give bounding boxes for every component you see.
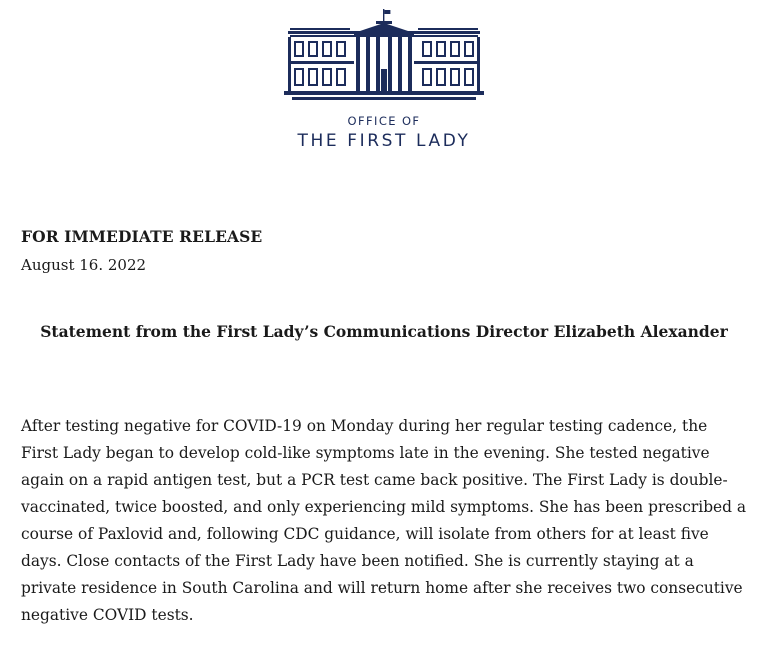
release-label: FOR IMMEDIATE RELEASE [21, 227, 263, 246]
statement-body: After testing negative for COVID-19 on Monday during her regular testing cadence, the First Lady began to develop cold-like symptoms late in the evening. She tested negative again on a rapid antigen test, but a PCR test came back positive. The First Lady is double-vaccinated, twice boosted, and only experiencing mild symptoms. She has been prescribed a course of Paxlovid and, following CDC guidance, will isolate from others for at least five days. Close contacts of the First Lady have been notified. She is currently staying at a private residence in South Carolina and will return home after she receives two consecutive negative COVID tests. [21, 417, 747, 624]
the-first-lady-label: THE FIRST LADY [297, 131, 471, 151]
release-date: August 16. 2022 [21, 256, 147, 274]
letterhead [0, 0, 768, 170]
white-house-icon [284, 9, 484, 101]
statement-title: Statement from the First Lady’s Communications Director Elizabeth Alexander [40, 322, 728, 341]
office-of-label: OFFICE OF [347, 114, 421, 128]
